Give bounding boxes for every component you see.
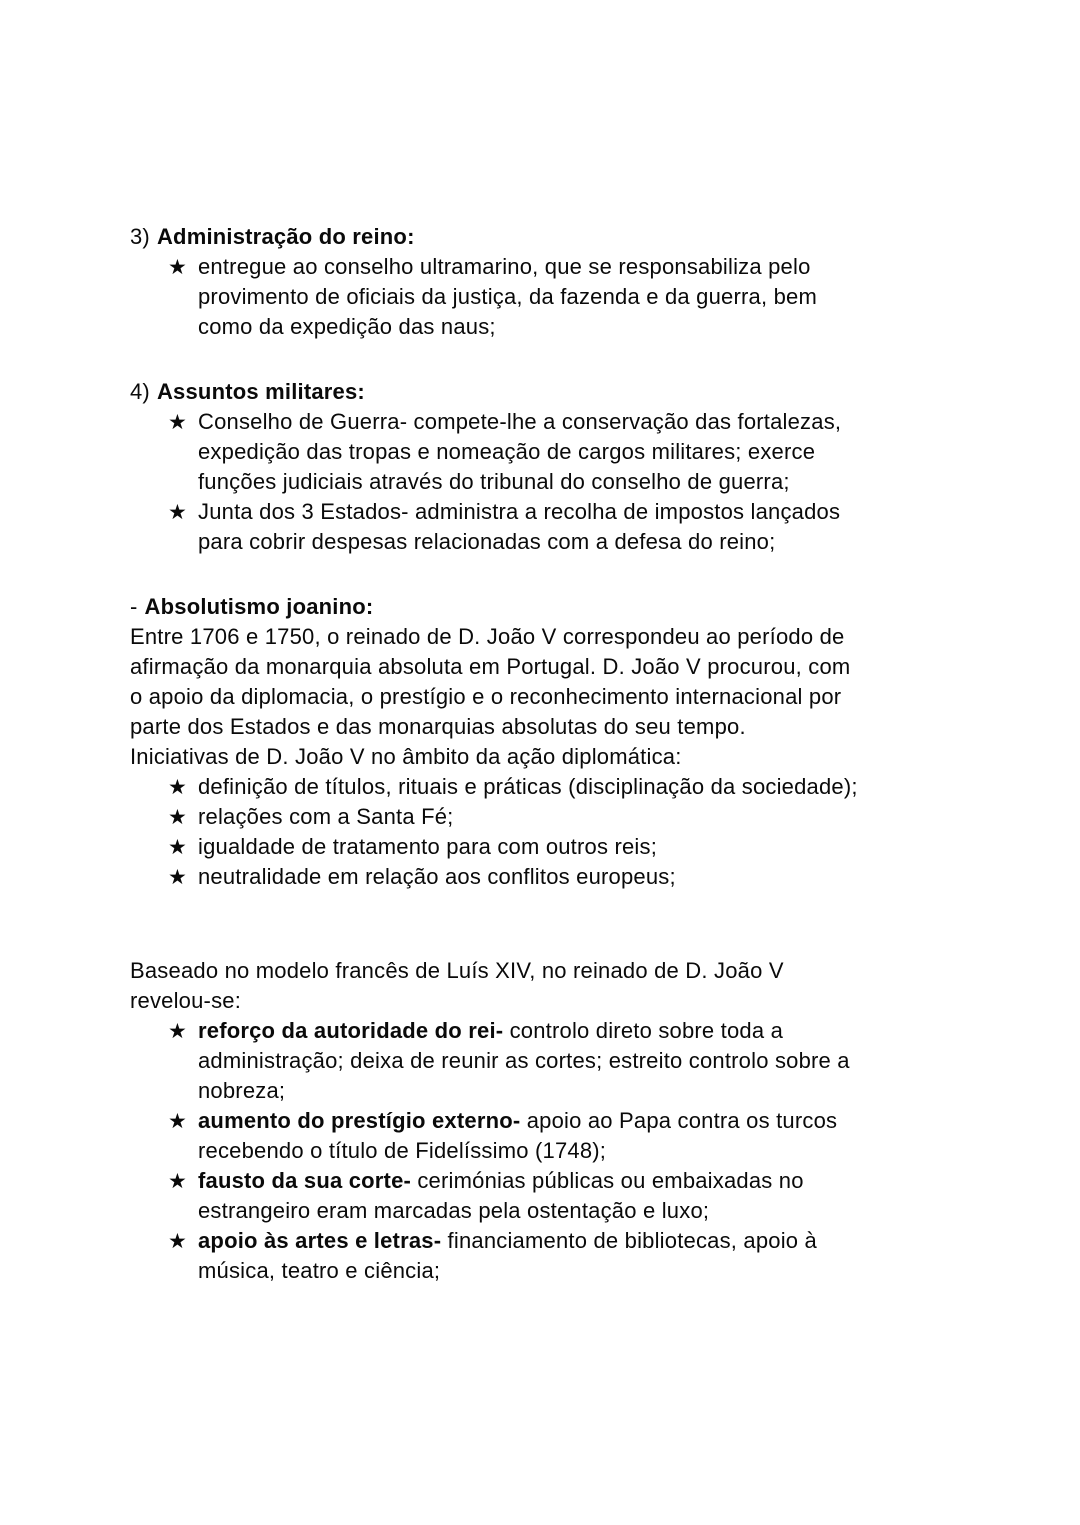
- bullet-line: [198, 282, 817, 312]
- bullet-line: [198, 407, 841, 437]
- text-segment: funções judiciais através do tribunal do conselho de guerra;: [198, 469, 790, 494]
- star-bullet-icon: ★: [168, 1019, 188, 1043]
- star-bullet-icon: ★: [168, 835, 188, 859]
- section-heading: [130, 592, 962, 622]
- paragraph-line: o apoio da diplomacia, o prestígio e o reconhecimento internacional por: [130, 684, 842, 709]
- bullet-item: [130, 497, 962, 557]
- text-segment: reforço da autoridade do rei-: [198, 1018, 504, 1043]
- bullet-text: [198, 802, 453, 832]
- text-segment: apoio às artes e letras-: [198, 1228, 442, 1253]
- bullet-line: [198, 862, 676, 892]
- text-segment: entregue ao conselho ultramarino, que se responsabiliza pelo: [198, 254, 811, 279]
- bullet-line: [198, 772, 858, 802]
- paragraph-line: Iniciativas de D. João V no âmbito da ação diplomática:: [130, 744, 682, 769]
- text-segment: cerimónias públicas ou embaixadas no: [411, 1168, 804, 1193]
- bullet-text: [198, 407, 841, 497]
- bullet-text: [198, 1016, 850, 1106]
- text-segment: como da expedição das naus;: [198, 314, 496, 339]
- bullet-line: [198, 1226, 817, 1256]
- bullet-line: [198, 1046, 850, 1076]
- text-segment: fausto da sua corte-: [198, 1168, 412, 1193]
- text-segment: Junta dos 3 Estados- administra a recolha de impostos lançados: [198, 499, 841, 524]
- bullet-item: [130, 772, 962, 802]
- text-segment: para cobrir despesas relacionadas com a defesa do reino;: [198, 529, 776, 554]
- text-segment: igualdade de tratamento para com outros reis;: [198, 834, 658, 859]
- bullet-line: [198, 437, 841, 467]
- bullet-item: [130, 862, 962, 892]
- star-bullet-icon: ★: [168, 500, 188, 524]
- bullet-item: [130, 1166, 962, 1226]
- text-segment: música, teatro e ciência;: [198, 1258, 441, 1283]
- text-segment: administração; deixa de reunir as cortes; estreito controlo sobre a: [198, 1048, 850, 1073]
- bullet-item: [130, 802, 962, 832]
- bullet-line: [198, 252, 817, 282]
- star-bullet-icon: ★: [168, 1229, 188, 1253]
- paragraph-line: parte dos Estados e das monarquias absolutas do seu tempo.: [130, 714, 746, 739]
- heading-title: Absolutismo joanino:: [144, 594, 374, 619]
- paragraph-line: revelou-se:: [130, 988, 242, 1013]
- text-segment: Conselho de Guerra- compete-lhe a conservação das fortalezas,: [198, 409, 842, 434]
- bullet-line: [198, 497, 840, 527]
- bullet-text: [198, 862, 676, 892]
- bullet-line: [198, 1166, 804, 1196]
- document-section: [130, 592, 962, 892]
- heading-prefix: -: [130, 594, 138, 619]
- section-heading: [130, 222, 962, 252]
- star-bullet-icon: ★: [168, 775, 188, 799]
- star-bullet-icon: ★: [168, 1169, 188, 1193]
- bullet-line: [198, 1106, 837, 1136]
- text-segment: nobreza;: [198, 1078, 286, 1103]
- bullet-text: [198, 252, 817, 342]
- paragraph-line: afirmação da monarquia absoluta em Portugal. D. João V procurou, com: [130, 654, 851, 679]
- bullet-line: [198, 312, 817, 342]
- bullet-line: [198, 527, 840, 557]
- bullet-text: [198, 1166, 804, 1226]
- bullet-line: [198, 1016, 850, 1046]
- star-bullet-icon: ★: [168, 805, 188, 829]
- section-heading: [130, 377, 962, 407]
- text-segment: expedição das tropas e nomeação de cargos militares; exerce: [198, 439, 816, 464]
- heading-prefix: 3): [130, 224, 150, 249]
- bullet-item: [130, 1226, 962, 1286]
- bullet-item: [130, 832, 962, 862]
- bullet-line: [198, 1076, 850, 1106]
- star-bullet-icon: ★: [168, 865, 188, 889]
- bullet-line: [198, 1136, 837, 1166]
- text-segment: definição de títulos, rituais e práticas (disciplinação da sociedade);: [198, 774, 858, 799]
- star-bullet-icon: ★: [168, 410, 188, 434]
- bullet-item: [130, 1016, 962, 1106]
- text-segment: financiamento de bibliotecas, apoio à: [441, 1228, 817, 1253]
- text-segment: provimento de oficiais da justiça, da fazenda e da guerra, bem: [198, 284, 817, 309]
- text-segment: controlo direto sobre toda a: [503, 1018, 784, 1043]
- heading-title: Assuntos militares:: [156, 379, 365, 404]
- text-segment: aumento do prestígio externo-: [198, 1108, 521, 1133]
- document-section: [130, 956, 962, 1286]
- text-segment: neutralidade em relação aos conflitos europeus;: [198, 864, 676, 889]
- star-bullet-icon: ★: [168, 255, 188, 279]
- bullet-text: [198, 832, 657, 862]
- bullet-text: [198, 1106, 837, 1166]
- bullet-item: [130, 407, 962, 497]
- bullet-text: [198, 497, 840, 557]
- star-bullet-icon: ★: [168, 1109, 188, 1133]
- bullet-line: [198, 1256, 817, 1286]
- text-segment: estrangeiro eram marcadas pela ostentação e luxo;: [198, 1198, 710, 1223]
- paragraph-line: Baseado no modelo francês de Luís XIV, no reinado de D. João V: [130, 958, 784, 983]
- bullet-text: [198, 1226, 817, 1286]
- bullet-line: [198, 467, 841, 497]
- document-section: [130, 377, 962, 557]
- heading-title: Administração do reino:: [156, 224, 415, 249]
- document-section: [130, 222, 962, 342]
- heading-prefix: 4): [130, 379, 150, 404]
- paragraph-line: Entre 1706 e 1750, o reinado de D. João V correspondeu ao período de: [130, 624, 845, 649]
- bullet-line: [198, 802, 453, 832]
- bullet-line: [198, 832, 657, 862]
- bullet-item: [130, 1106, 962, 1166]
- bullet-line: [198, 1196, 804, 1226]
- bullet-item: [130, 252, 962, 342]
- text-segment: relações com a Santa Fé;: [198, 804, 454, 829]
- text-segment: apoio ao Papa contra os turcos: [520, 1108, 838, 1133]
- text-segment: recebendo o título de Fidelíssimo (1748);: [198, 1138, 607, 1163]
- bullet-text: [198, 772, 858, 802]
